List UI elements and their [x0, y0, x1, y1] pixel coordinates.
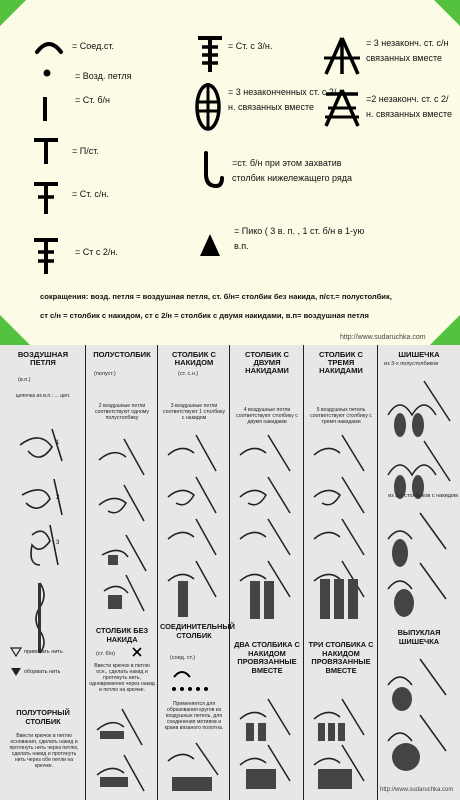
cut-thread-icon — [10, 667, 22, 677]
tr-steps-illustration — [236, 431, 300, 621]
cut-thread-label: оборвать нить — [24, 669, 61, 675]
column-title-dc: СТОЛБИК С НАКИДОМ — [172, 350, 216, 367]
dc-steps-illustration — [164, 431, 226, 621]
column-title-hdc: ПОЛУСТОЛБИК — [93, 350, 151, 359]
legend-label-tr: = Ст с 2/н. — [75, 247, 118, 257]
chain-steps-illustration — [10, 425, 80, 655]
column-note-dc: (ст. с.н.) — [178, 371, 199, 377]
legend-label-front-post: =ст. б/н при этом захватив столбик нижележащего ряда — [232, 158, 353, 183]
ss-desc: Применяется для образования кругов из воздушных петель, для соединения мотивов и краев вязаного полотна. — [164, 701, 224, 731]
legend-label-hdc: = П/ст. — [72, 146, 99, 156]
chain-stitch-icon — [42, 68, 52, 78]
tr2-together-title: ДВА СТОЛБИКА С НАКИДОМ ПРОВЯЗАННЫЕ ВМЕСТЕ — [234, 640, 300, 675]
bobble-hdc-illustration — [384, 375, 456, 505]
cluster-stitch-icon — [194, 80, 222, 132]
ss-note: (соед. ст.) — [170, 655, 195, 661]
column-title-tr: СТОЛБИК С ДВУМЯ НАКИДАМИ — [245, 350, 289, 375]
hdc-steps-illustration — [94, 435, 154, 615]
legend-label-cluster3: = 3 незаконченных ст. с 2/н. связанных вместе — [228, 87, 337, 112]
legend-label-picot: = Пико ( 3 в. п. , 1 ст. б/н в 1-ую в.п. — [234, 226, 365, 251]
sc-x-icon — [132, 647, 142, 657]
treble-crochet-icon — [32, 236, 60, 276]
half-stitch-title: ПОЛУТОРНЫЙ СТОЛБИК — [16, 708, 70, 726]
step-label-1: 1 — [56, 440, 60, 446]
column-desc-tr: 4 воздушные петли соответствуют столбику с двумя накидами — [236, 407, 298, 425]
column-note-chain: (в.п.) — [18, 377, 31, 383]
three-dc-decrease-icon — [322, 34, 362, 76]
tie-thread-label: привязать нить — [24, 649, 63, 655]
tr3-together-title: ТРИ СТОЛБИКА С НАКИДОМ ПРОВЯЗАННЫЕ ВМЕСТЕ — [308, 640, 374, 675]
single-crochet-icon — [40, 94, 50, 124]
legend-label-dtr: = Ст. с 3/н. — [228, 41, 273, 51]
legend-label-ss: = Соед.ст. — [72, 41, 114, 51]
legend-label-dc: = Ст. с/н. — [72, 189, 109, 199]
green-corner-top-left — [0, 0, 26, 26]
tie-thread-icon — [10, 647, 22, 657]
puff-stitch-illustration — [384, 655, 456, 775]
sc-desc: Ввести крючок в петлю осн., сделать накид и протянуть нить, одновременно через накид и петлю на крючке. — [89, 663, 155, 693]
column-chain — [0, 345, 86, 800]
column-desc-dtr: 5 воздушных петель соответствуют столбику с тремя накидами — [310, 407, 372, 425]
sc-steps-illustration — [92, 705, 152, 795]
step-label-2: 2 — [56, 495, 60, 501]
front-post-stitch-icon — [200, 150, 226, 190]
ss-title: СОЕДИНИТЕЛЬНЫЙ СТОЛБИК — [160, 622, 235, 640]
column-dc — [158, 345, 235, 800]
ss-symbols-illustration — [168, 667, 218, 697]
watermark-top: http://www.sudaruchka.com — [340, 334, 426, 341]
column-hdc — [86, 345, 158, 800]
tr3-together-illustration — [310, 695, 374, 795]
column-title-bobble: ШИШЕЧКА — [398, 350, 440, 359]
ss-steps-illustration — [164, 741, 226, 796]
abbreviations-line-2: ст с/н = столбик с накидом, ст с 2/н = столбик с двумя накидами, в.п= воздушная петля — [40, 311, 369, 320]
column-tr — [230, 345, 304, 800]
column-title-dtr: СТОЛБИК С ТРЕМЯ НАКИДАМИ — [319, 350, 363, 375]
column-desc-chain: цепочка из в.п.: ... цеп. — [15, 393, 71, 399]
legend-label-dec2: =2 незаконч. ст. с 2/н. связанных вместе — [366, 94, 452, 119]
column-note-bobble: из 3-х полустолбиков — [384, 361, 439, 367]
legend-label-sc: = Ст. б/н — [75, 95, 111, 105]
double-treble-crochet-icon — [196, 34, 224, 74]
two-tr-decrease-icon — [322, 86, 362, 128]
column-note-hdc: (полуст.) — [94, 371, 116, 377]
crochet-tutorial-table — [0, 345, 460, 800]
sc-title: СТОЛБИК БЕЗ НАКИДА — [95, 626, 149, 644]
watermark-bottom: http://www.sudaruchka.com — [380, 787, 454, 793]
green-corner-bottom-left — [0, 315, 30, 345]
sc-note: (ст. б/н) — [96, 651, 116, 657]
column-dtr — [304, 345, 378, 800]
half-double-crochet-icon — [32, 136, 60, 166]
slip-stitch-icon — [34, 36, 64, 56]
puff-stitch-title: ВЫПУКЛАЯ ШИШЕЧКА — [397, 628, 441, 646]
tr2-together-illustration — [236, 695, 300, 795]
double-crochet-icon — [32, 180, 60, 216]
column-desc-hdc: 2 воздушные петли соответствуют одному полустолбику — [95, 403, 149, 421]
green-corner-top-right — [434, 0, 460, 26]
legend-label-ch: = Возд. петля — [75, 71, 132, 81]
abbreviations-line-1: сокращения: возд. петля = воздушная петля, ст. б/н= столбик без накида, п/ст.= полустолбик, — [40, 292, 392, 301]
column-title-chain: ВОЗДУШНАЯ ПЕТЛЯ — [17, 350, 69, 367]
green-corner-bottom-right — [430, 315, 460, 345]
bobble-dc-illustration — [384, 509, 456, 619]
half-stitch-desc: Ввести крючок в петлю основания, сделать накид и протянуть нить через петлю, сделать накид и протянуть нить через обе петли на крючке. — [9, 733, 79, 769]
symbol-legend-panel — [0, 0, 460, 345]
column-desc-dc: 3 воздушные петли соответствуют 1 столбику с накидом — [162, 403, 226, 421]
column-bobble — [378, 345, 460, 800]
bobble-dc-note: из 3-х столбиков с накидом — [388, 493, 458, 499]
step-label-3: 3 — [56, 540, 60, 546]
dtr-steps-illustration — [310, 431, 374, 621]
legend-label-dec3: = 3 незаконч. ст. с/н связанных вместе — [366, 38, 449, 63]
picot-icon — [198, 232, 222, 258]
